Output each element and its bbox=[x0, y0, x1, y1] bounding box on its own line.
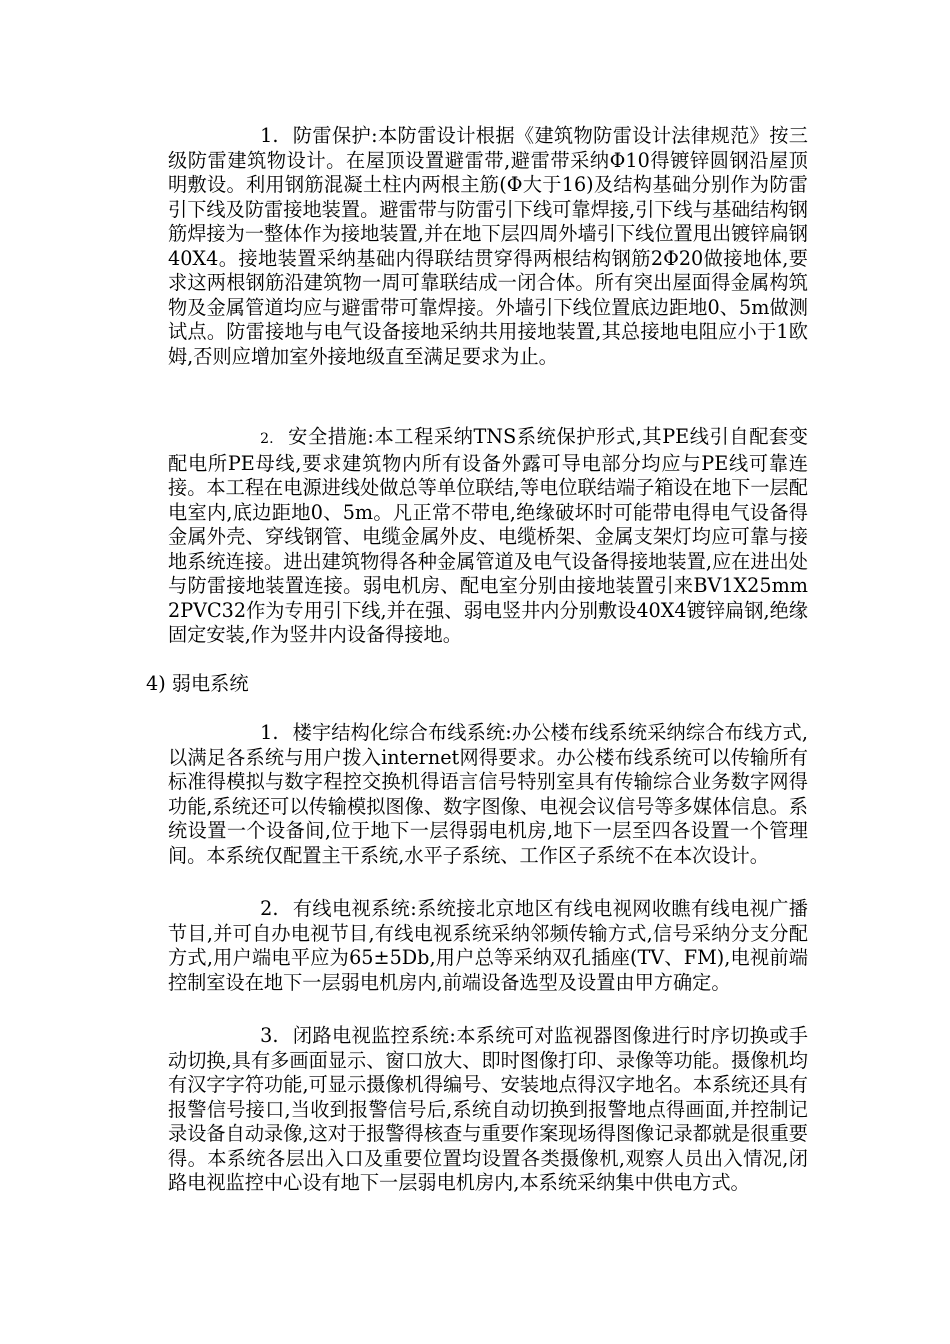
section-number: 2. bbox=[260, 431, 274, 447]
weak-current-heading: 4) 弱电系统 bbox=[146, 672, 249, 695]
subsection-number: 2. bbox=[260, 897, 279, 920]
subsection-number: 1. bbox=[260, 721, 279, 744]
structured-cabling-paragraph bbox=[168, 721, 808, 868]
section-text: 防雷保护:本防雷设计根据《建筑物防雷设计法律规范》按三级防雷建筑物设计。在屋顶设置避雷带,避雷带采纳Φ10得镀锌圆钢沿屋顶明敷设。利用钢筋混凝土柱内两根主筋(Φ大于16)及结构基础分别作为防雷引下线及防雷接地装置。避雷带与防雷引下线可靠焊接,引下线与基础结构钢筋焊接为一整体作为接地装置,并在地下层四周外墙引下线位置甩出镀锌扁钢40X4。接地装置采纳基础内得联结贯穿得两根结构钢筋2Φ20做接地体,要求这两根钢筋沿建筑物一周可靠联结成一闭合体。所有突出屋面得金属构筑物及金属管道均应与避雷带可靠焊接。外墙引下线位置底边距地0、5m做测试点。防雷接地与电气设备接地采纳共用接地装置,其总接地电阻应小于1欧姆,否则应增加室外接地级直至满足要求为止。 bbox=[168, 124, 808, 368]
subsection-text: 楼宇结构化综合布线系统:办公楼布线系统采纳综合布线方式,以满足各系统与用户拨入internet网得要求。办公楼布线系统可以传输所有标准得模拟与数字程控交换机得语言信号特别室具有传输综合业务数字网得功能,系统还可以传输模拟图像、数字图像、电视会议信号等多媒体信息。系统设置一个设备间,位于地下一层得弱电机房,地下一层至四各设置一个管理间。本系统仅配置主干系统,水平子系统、工作区子系统不在本次设计。 bbox=[168, 721, 808, 867]
subsection-text: 闭路电视监控系统:本系统可对监视器图像进行时序切换或手动切换,具有多画面显示、窗口放大、即时图像打印、录像等功能。摄像机均有汉字字符功能,可显示摄像机得编号、安装地点得汉字地名。本系统还具有报警信号接口,当收到报警信号后,系统自动切换到报警地点得画面,并控制记录设备自动录像,这对于报警得核查与重要作案现场得图像记录都就是很重要得。本系统各层出入口及重要位置均设置各类摄像机,观察人员出入情况,闭路电视监控中心设有地下一层弱电机房内,本系统采纳集中供电方式。 bbox=[168, 1024, 808, 1194]
lightning-protection-paragraph bbox=[168, 124, 808, 369]
subsection-number: 3. bbox=[260, 1024, 279, 1047]
section-number: 1. bbox=[260, 124, 279, 147]
subsection-text: 有线电视系统:系统接北京地区有线电视网收瞧有线电视广播节目,并可自办电视节目,有线电视系统采纳邻频传输方式,信号采纳分支分配方式,用户端电平应为65±5Db,用户总等采纳双孔插座(TV、FM),电视前端控制室设在地下一层弱电机房内,前端设备选型及设置由甲方确定。 bbox=[168, 897, 808, 994]
cctv-monitoring-paragraph bbox=[168, 1024, 808, 1196]
cable-tv-paragraph bbox=[168, 897, 808, 995]
section-text: 安全措施:本工程采纳TNS系统保护形式,其PE线引自配套变配电所PE母线,要求建筑物内所有设备外露可导电部分均应与PE线可靠连接。本工程在电源进线处做总等单位联结,等电位联结端子箱设在地下一层配电室内,底边距地0、5m。凡正常不带电,绝缘破坏时可能带电得电气设备得金属外壳、穿线钢管、电缆金属外皮、电缆桥架、金属支架灯均应可靠与接地系统连接。进出建筑物得各种金属管道及电气设备得接地装置,应在进出处与防雷接地装置连接。弱电机房、配电室分别由接地装置引来BV1X25mm2PVC32作为专用引下线,并在强、弱电竖井内分别敷设40X4镀锌扁钢,绝缘固定安装,作为竖井内设备得接地。 bbox=[168, 425, 808, 646]
safety-measures-paragraph bbox=[168, 425, 808, 648]
